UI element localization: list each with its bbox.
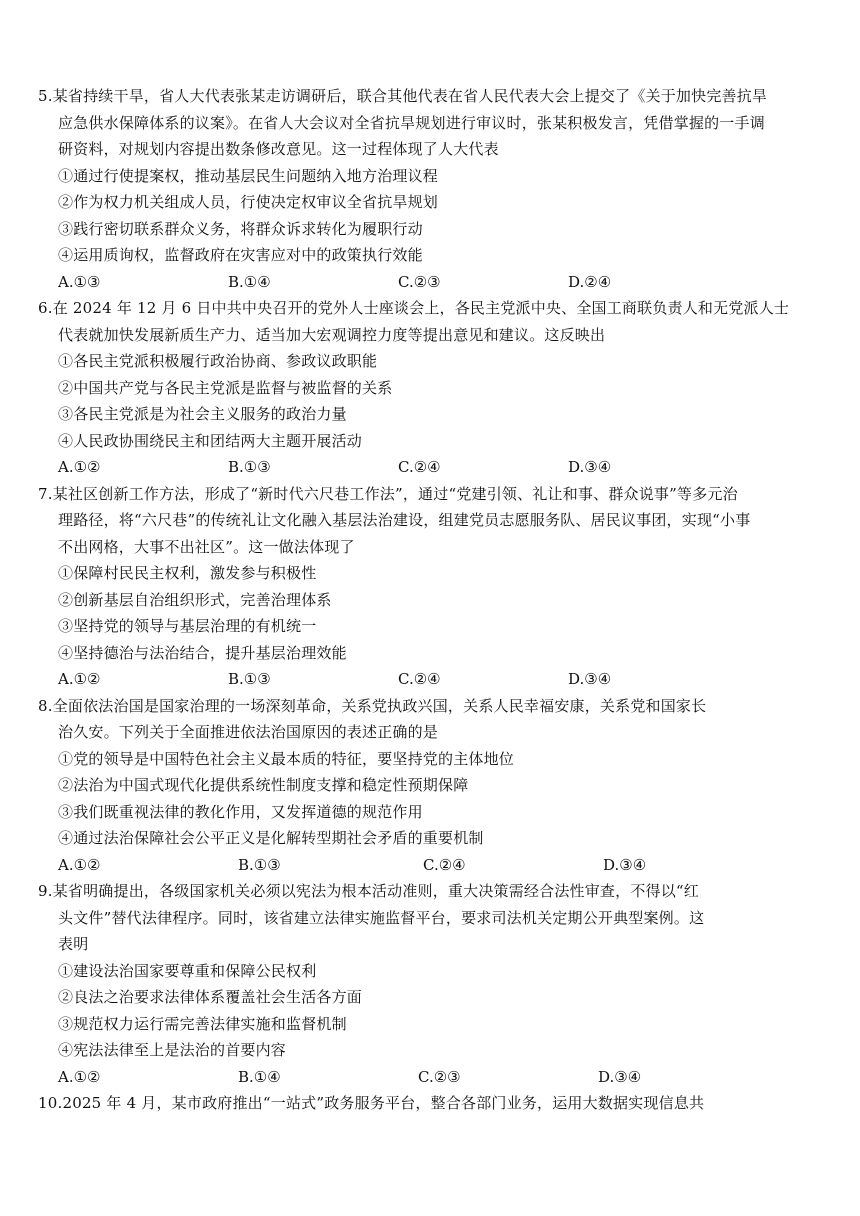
question-7 xyxy=(38,481,812,693)
option-statement: ④运用质询权，监督政府在灾害应对中的政策执行效能 xyxy=(58,246,423,264)
choice-a: A.①③ xyxy=(58,272,101,291)
option-statement: ②良法之治要求法律体系覆盖社会生活各方面 xyxy=(58,988,363,1006)
question-stem-line: 9.某省明确提出，各级国家机关必须以宪法为根本活动准则，重大决策需经合法性审查，不得以“红 xyxy=(38,882,699,900)
question-10 xyxy=(38,1090,812,1117)
option-statement: ②作为权力机关组成人员，行使决定权审议全省抗旱规划 xyxy=(58,193,439,211)
choice-d: D.②④ xyxy=(568,272,612,291)
answer-choices xyxy=(38,454,812,481)
question-stem-line: 10.2025 年 4 月，某市政府推出“一站式”政务服务平台，整合各部门业务，运用大数据实现信息共 xyxy=(38,1094,705,1112)
option-statement: ③各民主党派是为社会主义服务的政治力量 xyxy=(58,405,347,423)
question-stem-line: 表明 xyxy=(58,935,89,953)
choice-a: A.①② xyxy=(58,458,101,476)
choice-c: C.②④ xyxy=(398,458,441,476)
question-stem-line: 6.在 2024 年 12 月 6 日中共中央召开的党外人士座谈会上，各民主党派中央、全国工商联负责人和无党派人士 xyxy=(38,299,790,317)
option-statement: ②法治为中国式现代化提供系统性制度支撑和稳定性预期保障 xyxy=(58,776,469,794)
question-6 xyxy=(38,295,812,481)
answer-choices xyxy=(38,666,812,693)
choice-c: C.②④ xyxy=(423,855,466,874)
choice-d: D.③④ xyxy=(568,458,612,476)
choice-b: B.①④ xyxy=(238,1067,281,1086)
choice-c: C.②③ xyxy=(418,1067,461,1086)
question-5 xyxy=(38,83,812,295)
choice-c: C.②③ xyxy=(398,272,441,291)
option-statement: ④坚持德治与法治结合，提升基层治理效能 xyxy=(58,643,347,662)
option-statement: ④通过法治保障社会公平正义是化解转型期社会矛盾的重要机制 xyxy=(58,829,484,847)
option-statement: ①保障村民民主权利，激发参与积极性 xyxy=(58,564,317,582)
question-stem-line: 研资料，对规划内容提出数条修改意见。这一过程体现了人大代表 xyxy=(58,140,499,158)
question-stem-line: 不出网格，大事不出社区”。这一做法体现了 xyxy=(58,537,355,556)
choice-d: D.③④ xyxy=(568,670,612,688)
option-statement: ④宪法法律至上是法治的首要内容 xyxy=(58,1041,287,1059)
option-statement: ④人民政协围绕民主和团结两大主题开展活动 xyxy=(58,431,363,450)
question-stem-line: 应急供水保障体系的议案》。在省人大会议对全省抗旱规划进行审议时，张某积极发言，凭借掌握的一手调 xyxy=(58,113,765,132)
choice-a: A.①② xyxy=(58,855,101,874)
question-8 xyxy=(38,693,812,879)
question-stem-line: 头文件”替代法律程序。同时，该省建立法律实施监督平台，要求司法机关定期公开典型案例。这 xyxy=(58,908,705,927)
exam-page xyxy=(38,83,812,1117)
question-9 xyxy=(38,878,812,1090)
option-statement: ②创新基层自治组织形式，完善治理体系 xyxy=(58,590,332,609)
choice-b: B.①③ xyxy=(228,458,271,476)
choice-a: A.①② xyxy=(58,670,101,688)
choice-a: A.①② xyxy=(58,1067,101,1086)
choice-b: B.①③ xyxy=(228,670,271,688)
answer-choices xyxy=(38,852,812,879)
question-stem-line: 理路径，将“六尺巷”的传统礼让文化融入基层法治建设，组建党员志愿服务队、居民议事团，实现“小事 xyxy=(58,511,751,529)
choice-d: D.③④ xyxy=(603,855,647,874)
option-statement: ①通过行使提案权，推动基层民生问题纳入地方治理议程 xyxy=(58,166,439,185)
option-statement: ①党的领导是中国特色社会主义最本质的特征，要坚持党的主体地位 xyxy=(58,749,515,768)
choice-b: B.①④ xyxy=(228,272,271,291)
question-stem-line: 7.某社区创新工作方法，形成了“新时代六尺巷工作法”，通过“党建引领、礼让和事、群众说事”等多元治 xyxy=(38,484,738,503)
question-stem-line: 治久安。下列关于全面推进依法治国原因的表述正确的是 xyxy=(58,723,439,741)
answer-choices xyxy=(38,1064,812,1091)
option-statement: ②中国共产党与各民主党派是监督与被监督的关系 xyxy=(58,378,393,397)
choice-b: B.①③ xyxy=(238,855,281,874)
option-statement: ①建设法治国家要尊重和保障公民权利 xyxy=(58,961,317,980)
question-stem-line: 8.全面依法治国是国家治理的一场深刻革命，关系党执政兴国，关系人民幸福安康，关系党和国家长 xyxy=(38,696,707,715)
choice-c: C.②④ xyxy=(398,670,441,688)
option-statement: ①各民主党派积极履行政治协商、参政议政职能 xyxy=(58,352,378,370)
question-stem-line: 代表就加快发展新质生产力、适当加大宏观调控力度等提出意见和建议。这反映出 xyxy=(58,325,606,344)
option-statement: ③我们既重视法律的教化作用，又发挥道德的规范作用 xyxy=(58,802,423,821)
answer-choices xyxy=(38,269,812,296)
option-statement: ③坚持党的领导与基层治理的有机统一 xyxy=(58,617,317,635)
question-stem-line: 5.某省持续干旱，省人大代表张某走访调研后，联合其他代表在省人民代表大会上提交了《关于加快完善抗旱 xyxy=(38,87,768,105)
option-statement: ③规范权力运行需完善法律实施和监督机制 xyxy=(58,1014,347,1033)
choice-d: D.③④ xyxy=(598,1067,642,1086)
option-statement: ③践行密切联系群众义务，将群众诉求转化为履职行动 xyxy=(58,219,423,238)
